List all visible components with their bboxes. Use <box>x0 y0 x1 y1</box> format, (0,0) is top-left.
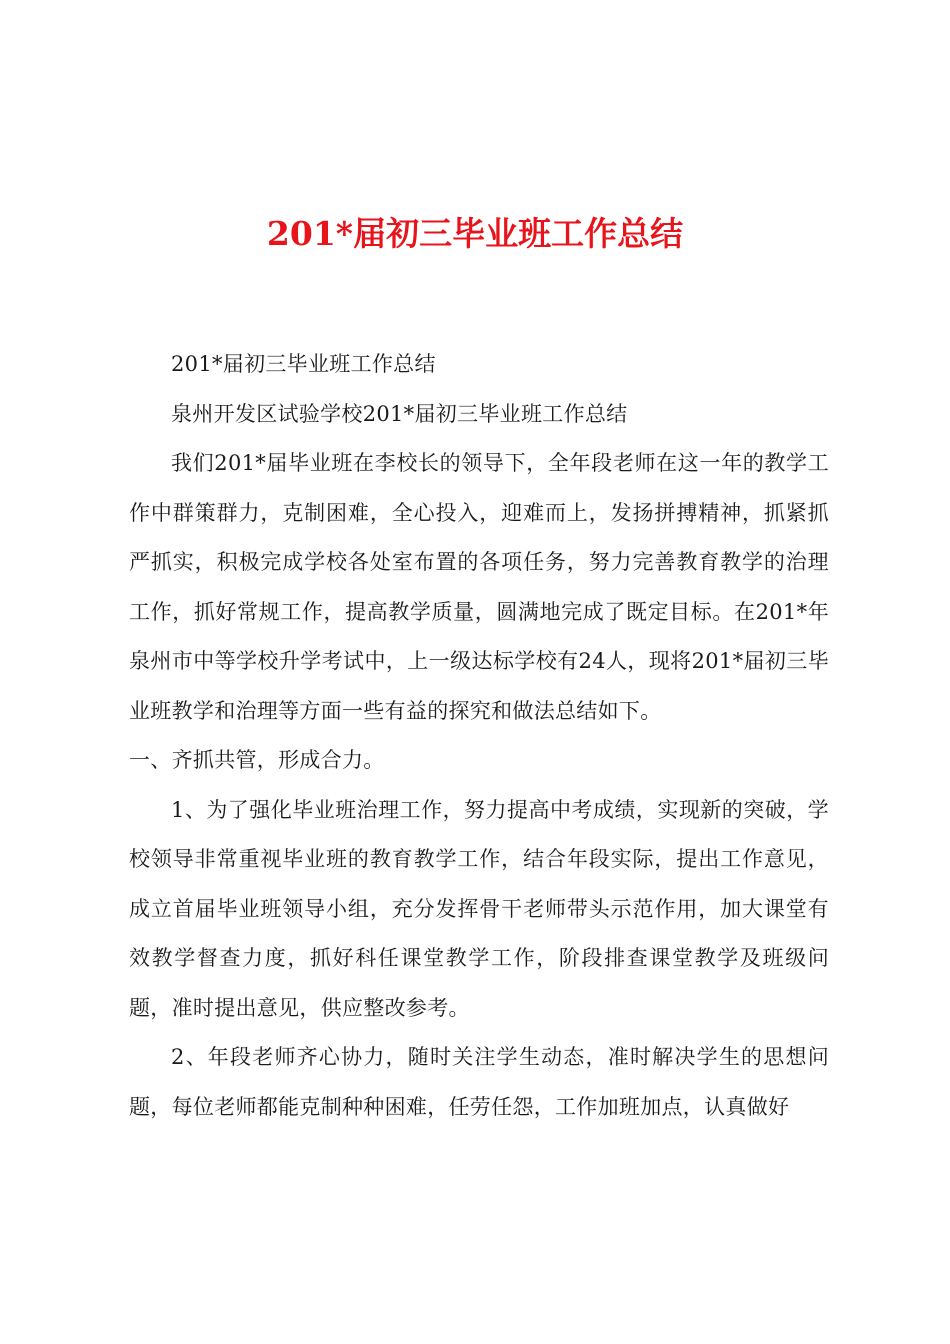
intro-paragraph: 我们201*届毕业班在李校长的领导下，全年段老师在这一年的教学工作中群策群力，克制困难，全心投入，迎难而上，发扬拼搏精神，抓紧抓严抓实，积极完成学校各处室布置的各项任务，努力完善教育教学的治理工作，抓好常规工作，提高教学质量，圆满地完成了既定目标。在201*年泉州市中等学校升学考试中，上一级达标学校有24人，现将201*届初三毕业班教学和治理等方面一些有益的探究和做法总结如下。 <box>129 451 829 723</box>
school-heading-paragraph: 泉州开发区试验学校201*届初三毕业班工作总结 <box>171 401 628 426</box>
subtitle-paragraph: 201*届初三毕业班工作总结 <box>171 352 436 376</box>
section-heading-1: 一、齐抓共管，形成合力。 <box>129 748 385 772</box>
document-title: 201*届初三毕业班工作总结 <box>266 214 684 253</box>
item-paragraph-2: 2、年段老师齐心协力，随时关注学生动态，准时解决学生的思想问题，每位老师都能克制种种困难，任劳任怨，工作加班加点，认真做好 <box>129 1045 829 1119</box>
item-paragraph-1: 1、为了强化毕业班治理工作，努力提高中考成绩，实现新的突破，学校领导非常重视毕业班的教育教学工作，结合年段实际，提出工作意见，成立首届毕业班领导小组，充分发挥骨干老师带头示范作用，加大课堂有效教学督查力度，抓好科任课堂教学工作，阶段排查课堂教学及班级问题，准时提出意见，供应整改参考。 <box>129 797 829 1020</box>
document-body <box>129 340 829 1132</box>
